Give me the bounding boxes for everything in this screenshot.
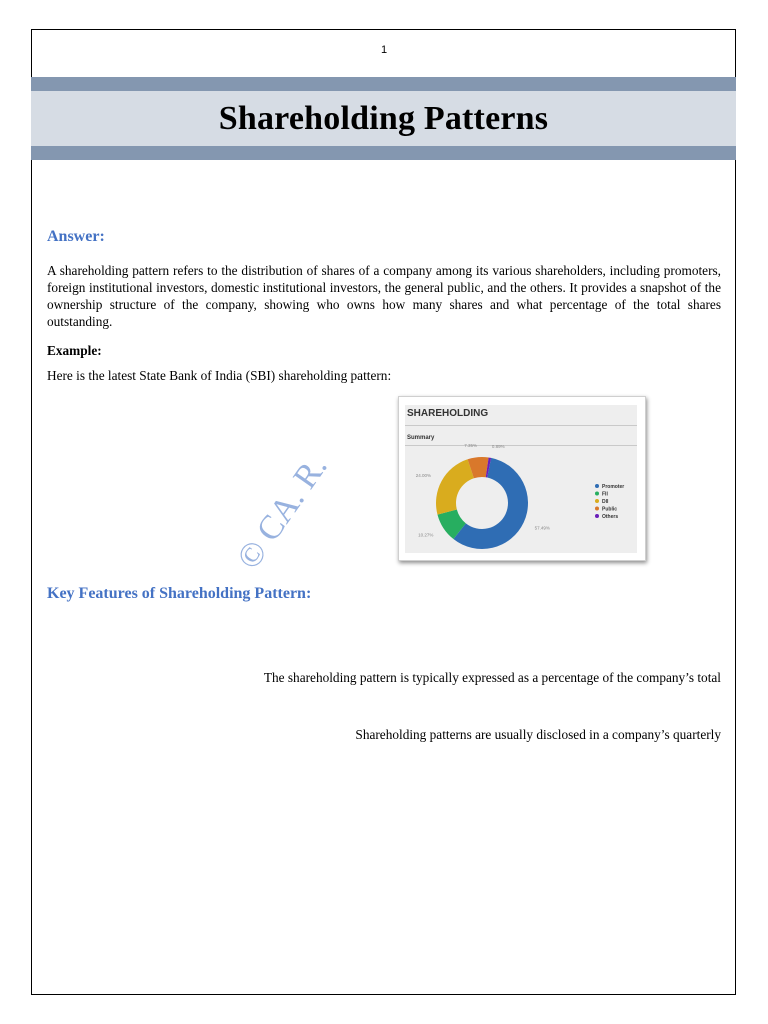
answer-paragraph: A shareholding pattern refers to the distribution of shares of a company among its various shareholders, including promoters, foreign institutional investors, domestic institutional investors, the general public, and the others. It provides a snapshot of the ownership structure of the company, showing who owns how many shares and what percentage of the total shares outstanding. [47, 263, 721, 329]
slice-label-public: 7.35% [464, 443, 477, 449]
figure-panel [405, 405, 637, 553]
legend-label-dii: DII [602, 499, 609, 505]
answer-heading: Answer: [47, 228, 105, 245]
legend-label-promoter: Promoter [602, 484, 625, 490]
legend-swatch-public [595, 507, 599, 511]
figure-title: SHAREHOLDING [407, 408, 489, 419]
shareholding-figure [398, 396, 646, 561]
example-label: Example: [47, 343, 102, 358]
legend-label-fii: FII [602, 491, 608, 498]
feature-line-1: The shareholding pattern is typically expressed as a percentage of the company’s total [263, 670, 721, 685]
slice-label-promoter: 57.49% [534, 525, 550, 531]
shareholding-donut-chart [405, 405, 637, 553]
page-title: Shareholding Patterns [218, 99, 549, 137]
legend-swatch-others [595, 514, 599, 518]
legend-swatch-fii [595, 492, 599, 496]
key-features-heading: Key Features of Shareholding Pattern: [47, 585, 312, 602]
legend-label-public: Public [602, 506, 618, 513]
legend-swatch-promoter [595, 484, 599, 488]
page-number: 1 [380, 44, 388, 56]
donut-slice-dii [436, 459, 474, 514]
slice-label-dii: 24.00% [415, 473, 432, 479]
feature-line-2: Shareholding patterns are usually disclosed in a company’s quarterly [355, 727, 721, 742]
watermark: © CA. R. [230, 448, 335, 577]
legend-swatch-dii [595, 499, 599, 503]
title-band-bottom [31, 146, 736, 160]
example-text: Here is the latest State Bank of India (SBI) shareholding pattern: [47, 368, 392, 383]
title-box [31, 91, 736, 146]
figure-subtitle: Summary [407, 435, 435, 441]
slice-label-fii: 10.27% [418, 532, 434, 538]
legend-label-others: Others [602, 514, 619, 520]
slice-label-others: 0.89% [491, 443, 505, 449]
title-band-top [31, 77, 736, 91]
